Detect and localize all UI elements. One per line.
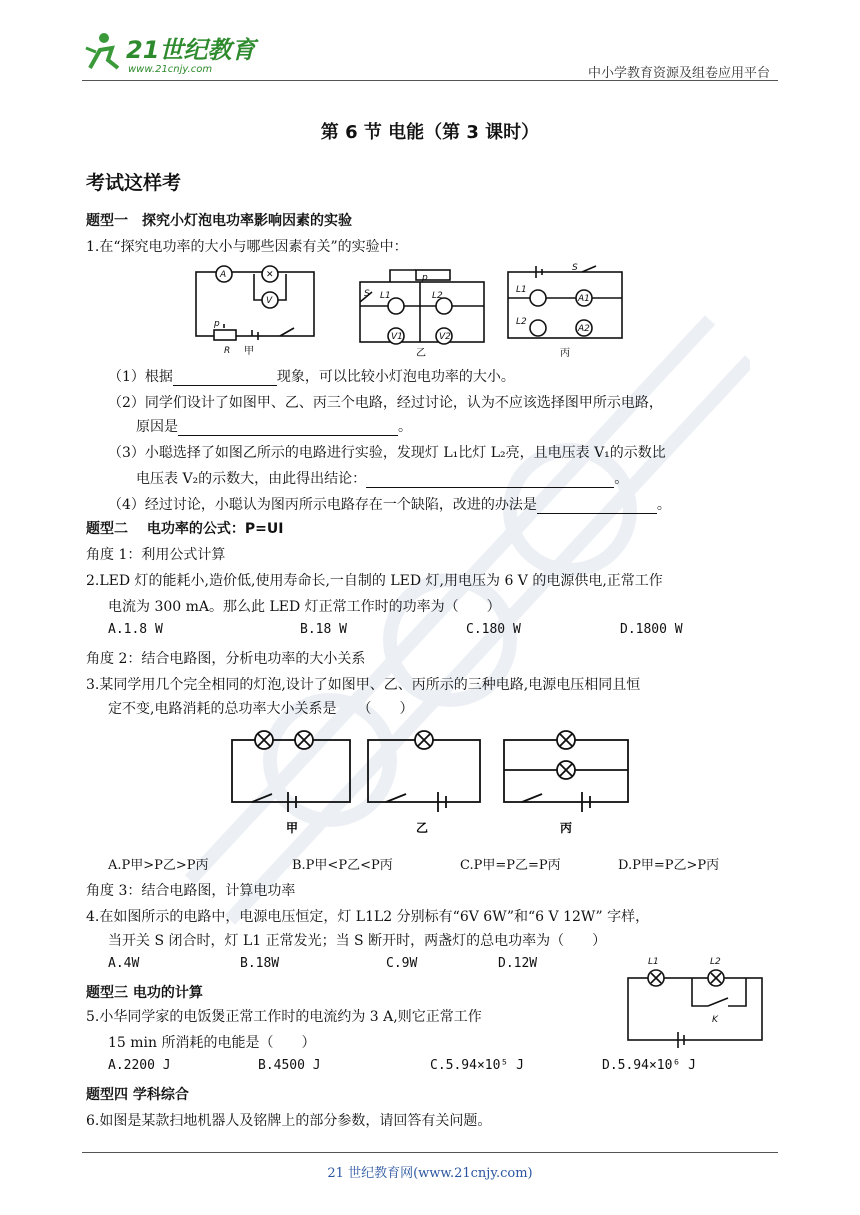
q1-blank3[interactable] <box>366 473 614 488</box>
q1-sub2-post: 。 <box>398 419 412 435</box>
svg-text:A: A <box>220 270 227 280</box>
q4-option-d[interactable]: D.12W <box>498 956 538 971</box>
q3-label-jia: 甲 <box>286 821 299 835</box>
q3-label-bing: 丙 <box>560 821 573 835</box>
q1-sub3-line1: （3）小聪选择了如图乙所示的电路进行实验，发现灯 L₁比灯 L₂亮，且电压表 V₁的示数比 <box>108 445 666 461</box>
svg-text:L1: L1 <box>516 285 527 295</box>
q3-option-d[interactable]: D.P甲=P乙>P丙 <box>618 858 720 873</box>
svg-text:A1: A1 <box>578 294 590 304</box>
q3-circuit-diagrams <box>226 726 636 838</box>
svg-text:S: S <box>364 289 370 299</box>
footer-divider <box>82 1152 778 1153</box>
logo-url: www.21cnjy.com <box>128 64 213 75</box>
q3-option-a[interactable]: A.P甲>P乙>P丙 <box>108 858 209 873</box>
q2-option-a[interactable]: A.1.8 W <box>108 622 163 637</box>
q1-blank4[interactable] <box>537 499 657 514</box>
q4-circuit-diagram <box>622 948 772 1048</box>
svg-text:R: R <box>224 346 231 356</box>
runner-logo-icon <box>82 28 272 76</box>
q1-sub1-post: 现象，可以比较小灯泡电功率的大小。 <box>276 369 515 385</box>
q1-sub1-pre: （1）根据 <box>108 369 173 385</box>
q1-sub2-line2 <box>136 416 412 436</box>
q1-sub3-post: 。 <box>614 471 629 487</box>
site-logo <box>82 28 272 80</box>
svg-text:A2: A2 <box>578 324 590 334</box>
q5-stem-line2: 15 min 所消耗的电能是（ ） <box>108 1035 316 1051</box>
svg-text:V2: V2 <box>439 332 451 342</box>
q2-option-b[interactable]: B.18 W <box>300 622 347 637</box>
q1-sub4-post: 。 <box>656 497 671 513</box>
angle3: 角度 3：结合电路图，计算电功率 <box>86 883 296 899</box>
svg-text:L2: L2 <box>516 317 527 327</box>
q4-option-c[interactable]: C.9W <box>386 956 418 971</box>
q2-option-d[interactable]: D.1800 W <box>620 622 683 637</box>
platform-name: 中小学教育资源及组卷应用平台 <box>587 66 770 81</box>
logo-text: 21世纪教育 <box>126 36 256 64</box>
q1-sub4 <box>108 494 671 514</box>
header-divider <box>82 80 778 81</box>
svg-text:p: p <box>214 319 220 329</box>
q1-blank1[interactable] <box>173 371 277 386</box>
q1-sub4-pre: （4）经过讨论，小聪认为图丙所示电路存在一个缺陷，改进的办法是 <box>108 497 537 513</box>
q4-option-b[interactable]: B.18W <box>240 956 280 971</box>
svg-text:✕: ✕ <box>266 270 274 280</box>
svg-text:L1: L1 <box>648 957 659 967</box>
angle2: 角度 2：结合电路图，分析电功率的大小关系 <box>86 651 366 667</box>
angle1: 角度 1：利用公式计算 <box>86 547 226 563</box>
q3-option-c[interactable]: C.P甲=P乙=P丙 <box>460 858 561 873</box>
q1-sub3-line2 <box>136 468 628 488</box>
q1-sub2-line1: （2）同学们设计了如图甲、乙、丙三个电路，经过讨论，认为不应该选择图甲所示电路， <box>108 395 663 411</box>
q5-option-c[interactable]: C.5.94×10⁵ J <box>430 1058 524 1073</box>
q2-stem-line1: 2.LED 灯的能耗小,造价低,使用寿命长,一自制的 LED 灯,用电压为 6 V 的电源供电,正常工作 <box>86 573 663 589</box>
circuit-label-yi: 乙 <box>416 348 426 359</box>
q1-stem: 1.在“探究电功率的大小与哪些因素有关”的实验中： <box>86 239 408 255</box>
q1-sub3-pre: 电压表 V₂的示数大，由此得出结论： <box>136 471 367 487</box>
q4-stem-line2: 当开关 S 闭合时，灯 L1 正常发光；当 S 断开时，两盏灯的总电功率为（ ） <box>108 933 607 949</box>
q3-stem-line1: 3.某同学用几个完全相同的灯泡,设计了如图甲、乙、丙所示的三种电路,电源电压相同且恒 <box>86 677 641 693</box>
svg-text:S: S <box>572 263 578 273</box>
type2-heading: 题型二 电功率的公式：P=UI <box>86 521 284 537</box>
q3-option-b[interactable]: B.P甲<P乙<P丙 <box>292 858 393 873</box>
circuit-label-jia: 甲 <box>244 346 254 357</box>
q2-option-c[interactable]: C.180 W <box>466 622 521 637</box>
svg-text:p: p <box>422 273 428 283</box>
circuit-label-bing: 丙 <box>560 348 570 359</box>
type3-heading: 题型三 电功的计算 <box>86 985 203 1001</box>
type1-heading: 题型一 探究小灯泡电功率影响因素的实验 <box>86 213 352 229</box>
q5-stem-line1: 5.小华同学家的电饭煲正常工作时的电流约为 3 A,则它正常工作 <box>86 1009 482 1025</box>
svg-text:V1: V1 <box>391 332 403 342</box>
q1-sub1 <box>108 366 515 386</box>
svg-text:V: V <box>266 296 273 306</box>
section-heading: 考试这样考 <box>86 172 182 194</box>
q1-blank2[interactable] <box>178 421 398 436</box>
q6-stem: 6.如图是某款扫地机器人及铭牌上的部分参数，请回答有关问题。 <box>86 1113 492 1129</box>
q3-stem-line2: 定不变,电路消耗的总功率大小关系是 （ ） <box>108 701 414 717</box>
q1-sub2-pre: 原因是 <box>136 419 178 435</box>
q1-circuit-diagrams <box>190 262 630 362</box>
q5-option-a[interactable]: A.2200 J <box>108 1058 171 1073</box>
lesson-title: 第 6 节 电能（第 3 课时） <box>320 122 540 143</box>
svg-text:L2: L2 <box>432 291 443 301</box>
svg-text:L2: L2 <box>710 957 721 967</box>
type4-heading: 题型四 学科综合 <box>86 1087 189 1103</box>
q4-stem-line1: 4.在如图所示的电路中，电源电压恒定，灯 L1L2 分别标有“6V 6W”和“6 V 12W” 字样， <box>86 909 650 925</box>
svg-text:K: K <box>712 1015 718 1025</box>
footer-link[interactable]: 21 世纪教育网(www.21cnjy.com) <box>327 1166 533 1181</box>
q4-option-a[interactable]: A.4W <box>108 956 140 971</box>
q2-stem-line2: 电流为 300 mA。那么此 LED 灯正常工作时的功率为（ ） <box>108 599 501 615</box>
q5-option-d[interactable]: D.5.94×10⁶ J <box>602 1058 696 1073</box>
q5-option-b[interactable]: B.4500 J <box>258 1058 321 1073</box>
q3-label-yi: 乙 <box>416 821 429 835</box>
svg-text:L1: L1 <box>380 291 391 301</box>
